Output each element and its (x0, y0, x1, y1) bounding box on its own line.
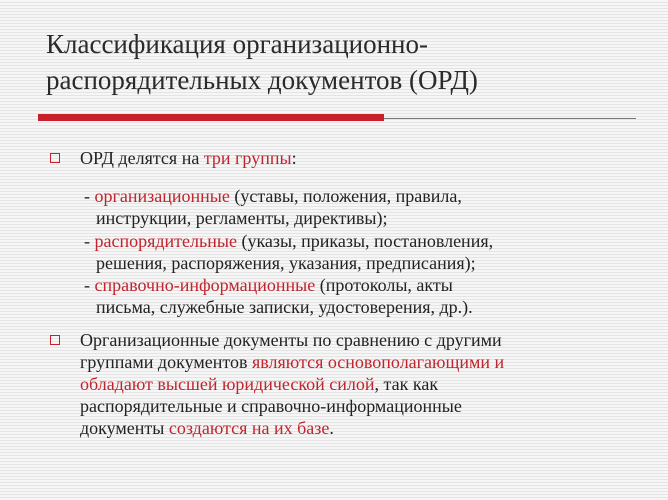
bullet-2-line-4: распорядительные и справочно-информационные (80, 396, 462, 416)
bullet-2-line-2 (80, 351, 504, 373)
bullet-1-heading (80, 147, 297, 169)
bullet-2-line-1: Организационные документы по сравнению с другими (80, 330, 502, 350)
group-examples: (уставы, положения, правила, (229, 186, 462, 206)
highlight: обладают высшей юридической силой (80, 374, 375, 394)
group-examples: (протоколы, акты (315, 275, 453, 295)
text: группами документов (80, 352, 252, 372)
square-bullet-icon (50, 153, 60, 163)
dash: - (84, 275, 95, 295)
text: . (329, 418, 334, 438)
dash: - (84, 231, 95, 251)
highlight: являются основополагающими и (251, 352, 505, 372)
bullet-2-line-3 (80, 373, 438, 395)
group-name-org: организационные (94, 186, 230, 206)
title-line-1: Классификация организационно- (46, 29, 428, 59)
square-bullet-icon (50, 335, 60, 345)
title-accent-bar (38, 114, 384, 121)
highlight: создаются на их базе (168, 418, 330, 438)
slide-title (46, 26, 646, 98)
group-name-ref: справочно-информационные (94, 275, 316, 295)
bullet-1-highlight: три группы (203, 148, 292, 168)
title-line-2: распорядительных документов (ОРД) (46, 65, 478, 95)
bullet-2-line-5 (80, 417, 334, 439)
group-item-3-line-2: письма, служебные записки, удостоверения, др.). (96, 297, 473, 317)
group-item-3-line-1 (84, 274, 453, 296)
bullet-1-pre: ОРД делятся на (80, 148, 204, 168)
dash: - (84, 186, 95, 206)
text: документы (80, 418, 169, 438)
group-name-disp: распорядительные (94, 231, 237, 251)
group-item-1-line-2: инструкции, регламенты, директивы); (96, 208, 388, 228)
group-item-2-line-2: решения, распоряжения, указания, предписания); (96, 253, 476, 273)
text: , так как (374, 374, 439, 394)
group-item-2-line-1 (84, 230, 493, 252)
bullet-1-post: : (291, 148, 297, 168)
group-examples: (указы, приказы, постановления, (236, 231, 494, 251)
group-item-1-line-1 (84, 185, 462, 207)
